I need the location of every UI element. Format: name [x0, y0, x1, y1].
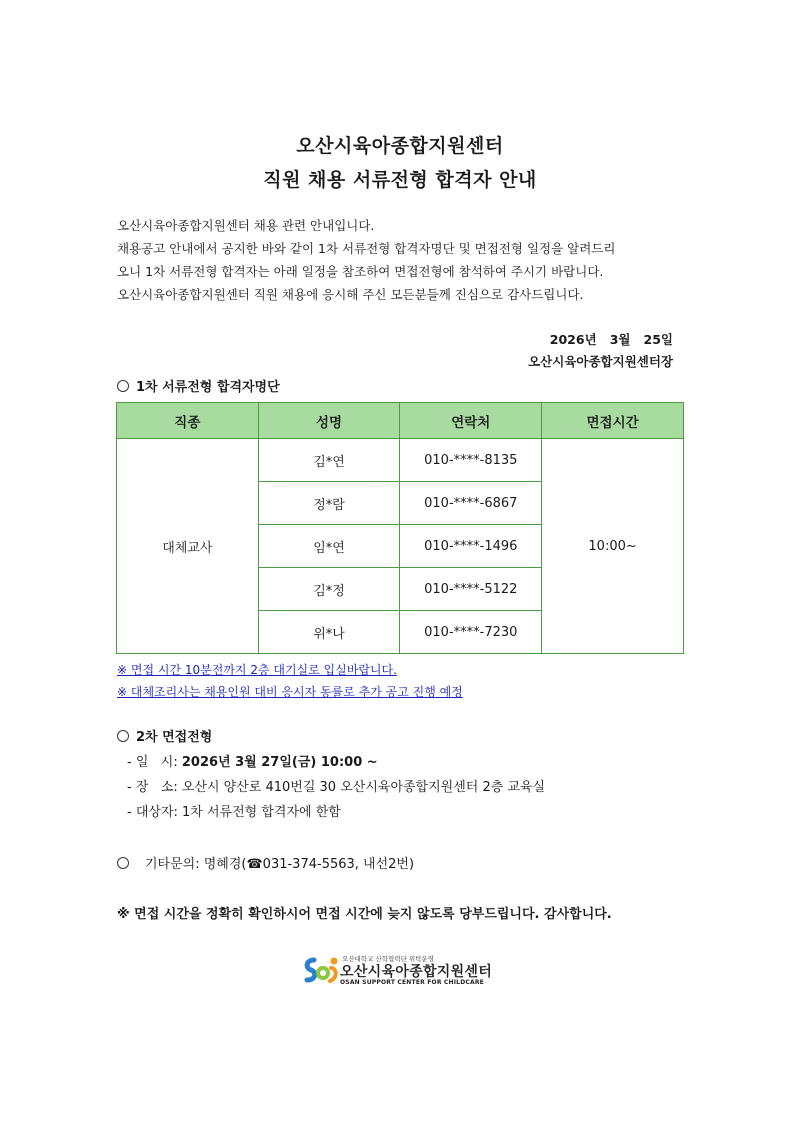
eligibility-label: - 대상자: [127, 805, 183, 820]
circle-bullet-icon [117, 857, 129, 869]
column-header-job: 직종 [117, 403, 259, 439]
phone-cell: 010-****-8135 [400, 439, 542, 482]
datetime-label: - 일 시: [127, 755, 182, 770]
center-logo [302, 952, 502, 988]
phone-cell: 010-****-1496 [400, 525, 542, 568]
column-header-interview-time: 면접시간 [542, 403, 684, 439]
intro-line: 오니 1차 서류전형 합격자는 아래 일정을 참조하여 면접전형에 참석하여 주시기 바랍니다. [117, 264, 604, 279]
passer-table [116, 402, 684, 654]
section2-heading-text: 2차 면접전형 [136, 730, 213, 745]
intro-line: 채용공고 안내에서 공지한 바와 같이 1차 서류전형 합격자명단 및 면접전형 일정을 알려드리 [117, 241, 616, 256]
section1-heading-text: 1차 서류전형 합격자명단 [136, 380, 280, 395]
phone-cell: 010-****-6867 [400, 482, 542, 525]
name-cell: 김*정 [258, 568, 400, 611]
name-cell: 임*연 [258, 525, 400, 568]
intro-paragraph [117, 214, 697, 306]
note-arrival: ※ 면접 시간 10분전까지 2층 대기실로 입실바랍니다. [117, 663, 397, 677]
issuer-name: 오산시육아종합지원센터장 [528, 354, 673, 369]
interview-datetime [127, 751, 378, 770]
document-title: 오산시육아종합지원센터 [296, 135, 504, 157]
phone-cell: 010-****-7230 [400, 611, 542, 654]
name-cell: 김*연 [258, 439, 400, 482]
contact-info [117, 853, 414, 872]
table-header-row [117, 403, 684, 439]
name-cell: 정*람 [258, 482, 400, 525]
section1-heading [117, 376, 280, 395]
name-cell: 위*나 [258, 611, 400, 654]
location-value: 오산시 양산로 410번길 30 오산시육아종합지원센터 2층 교육실 [181, 780, 546, 795]
closing-remark: ※ 면접 시간을 정확히 확인하시어 면접 시간에 늦지 않도록 당부드립니다. 감사합니다. [117, 907, 612, 922]
interview-eligibility [127, 801, 341, 820]
interview-time-cell: 10:00~ [542, 439, 684, 654]
circle-bullet-icon [117, 380, 129, 392]
datetime-value: 2026년 3월 27일(금) 10:00 ~ [181, 755, 378, 770]
document-subtitle: 직원 채용 서류전형 합격자 안내 [263, 169, 537, 191]
table-row [117, 439, 684, 482]
note-additional-notice: ※ 대체조리사는 채용인원 대비 응시자 동률로 추가 공고 진행 예정 [117, 685, 463, 699]
issue-date: 2026년 3월 25일 [549, 332, 673, 347]
location-label: - 장 소: [127, 780, 182, 795]
interview-location [127, 776, 545, 795]
section2-heading [117, 726, 212, 745]
eligibility-value: 1차 서류전형 합격자에 한함 [182, 805, 341, 820]
column-header-name: 성명 [258, 403, 400, 439]
logo-mark-icon [302, 952, 340, 988]
job-type-cell: 대체교사 [117, 439, 259, 654]
intro-line: 오산시육아종합지원센터 채용 관련 안내입니다. [117, 218, 375, 233]
logo-name-korean: 오산시육아종합지원센터 [340, 964, 493, 980]
intro-line: 오산시육아종합지원센터 직원 채용에 응시해 주신 모든분들께 진심으로 감사드립니다. [117, 287, 584, 302]
circle-bullet-icon [117, 730, 129, 742]
column-header-contact: 연락처 [400, 403, 542, 439]
contact-text: 기타문의: 명혜경(☎031-374-5563, 내선2번) [145, 857, 415, 872]
logo-operator-text: 오산대학교 산학협력단 위탁운영 [342, 955, 435, 963]
phone-cell: 010-****-5122 [400, 568, 542, 611]
logo-name-english: OSAN SUPPORT CENTER FOR CHILDCARE [340, 979, 484, 986]
